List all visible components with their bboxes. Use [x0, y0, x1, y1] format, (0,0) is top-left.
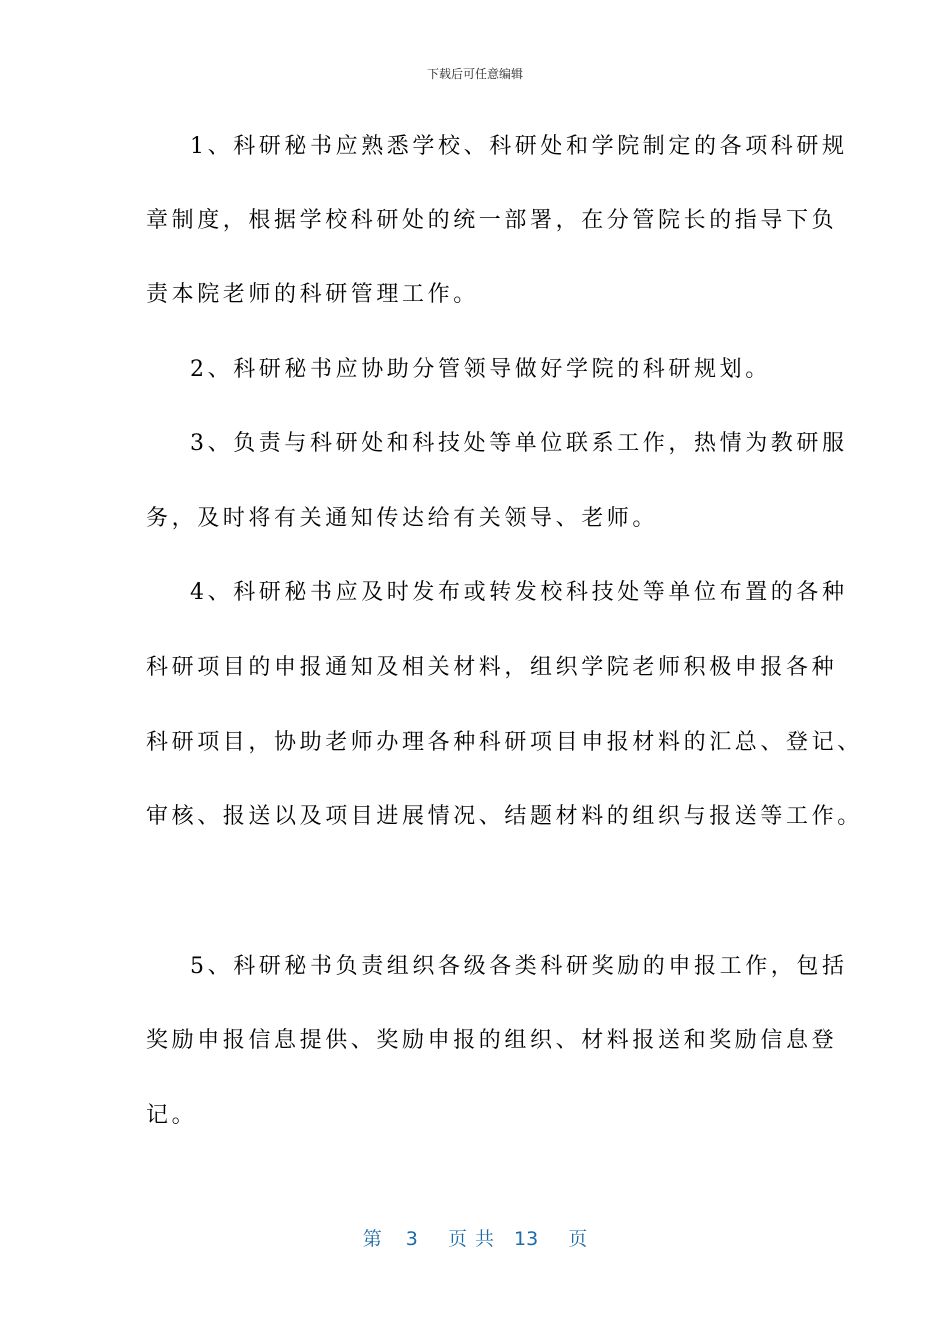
page-number-middle: 页共: [447, 1228, 502, 1250]
paragraph-2-line-1: 2、科研秘书应协助分管领导做好学院的科研规划。: [190, 357, 771, 382]
paragraph-5-line-2: 奖励申报信息提供、奖励申报的组织、材料报送和奖励信息登: [146, 1028, 838, 1053]
paragraph-4-line-4: 审核、报送以及项目进展情况、结题材料的组织与报送等工作。: [146, 804, 863, 829]
page-number-suffix: 页: [568, 1228, 588, 1250]
page-footer: [0, 1227, 950, 1251]
paragraph-1-line-1: 1、科研秘书应熟悉学校、科研处和学院制定的各项科研规: [190, 134, 848, 159]
page-number-current: 3: [405, 1228, 418, 1250]
header-note: 下载后可任意编辑: [426, 67, 523, 81]
page-number-total: 13: [514, 1228, 539, 1250]
paragraph-3-line-1: 3、负责与科研处和科技处等单位联系工作，热情为教研服: [190, 431, 848, 456]
paragraph-5-line-3: 记。: [146, 1103, 198, 1128]
page-number-prefix: 第: [362, 1228, 382, 1250]
paragraph-4-line-2: 科研项目的申报通知及相关材料，组织学院老师积极申报各种: [146, 655, 838, 680]
paragraph-3-line-2: 务，及时将有关通知传达给有关领导、老师。: [146, 506, 659, 531]
paragraph-4-line-3: 科研项目，协助老师办理各种科研项目申报材料的汇总、登记、: [146, 730, 863, 755]
paragraph-5-line-1: 5、科研秘书负责组织各级各类科研奖励的申报工作，包括: [190, 954, 848, 979]
paragraph-4-line-1: 4、科研秘书应及时发布或转发校科技处等单位布置的各种: [190, 580, 848, 605]
paragraph-1-line-2: 章制度，根据学校科研处的统一部署，在分管院长的指导下负: [146, 208, 838, 233]
paragraph-1-line-3: 责本院老师的科研管理工作。: [146, 282, 479, 307]
